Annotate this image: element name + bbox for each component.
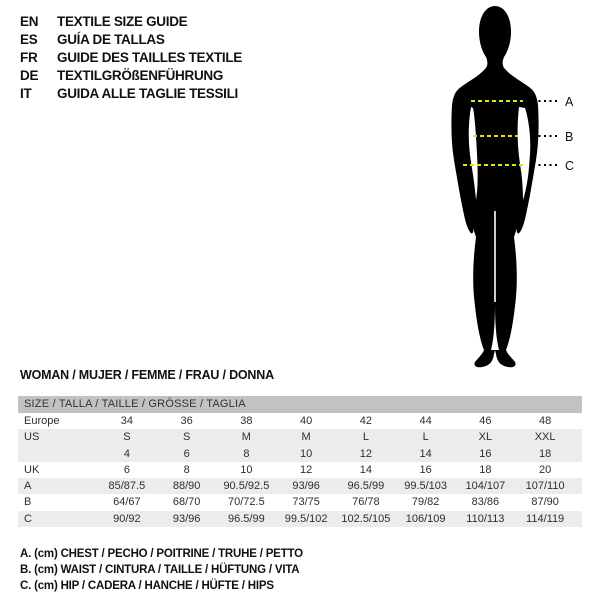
size-table-cell: 6 xyxy=(123,463,130,476)
size-table-row-label: UK xyxy=(24,463,40,476)
size-table-cell: 73/75 xyxy=(292,496,320,509)
size-table-cell: 102.5/105 xyxy=(341,512,391,525)
size-table-cell: 12 xyxy=(359,447,372,460)
size-table-row xyxy=(18,511,582,527)
size-table-row-label: C xyxy=(24,512,32,525)
size-table-cell: 36 xyxy=(180,415,193,427)
size-table-row xyxy=(18,478,582,494)
size-table-cell: 6 xyxy=(183,447,190,460)
size-table-row xyxy=(18,494,582,510)
size-table-cell: 12 xyxy=(300,463,313,476)
label-a: A xyxy=(565,95,574,109)
size-table-cell: 70/72.5 xyxy=(228,496,265,509)
size-table-cell: 96.5/99 xyxy=(228,512,265,525)
language-title: GUIDA ALLE TAGLIE TESSILI xyxy=(57,86,238,101)
size-table-cell: M xyxy=(241,431,251,444)
size-table-cell: 20 xyxy=(539,463,552,476)
legend-line: A. (cm) CHEST / PECHO / POITRINE / TRUHE / PETTO xyxy=(20,548,303,560)
size-table-body xyxy=(18,413,582,527)
size-table-row-label: Europe xyxy=(24,415,60,427)
size-table-cell: 14 xyxy=(419,447,432,460)
size-table-cell: 34 xyxy=(120,415,133,427)
language-title: TEXTILE SIZE GUIDE xyxy=(57,14,188,29)
size-table-cell: 88/90 xyxy=(172,480,201,493)
language-row xyxy=(20,67,242,85)
size-table-cell: 18 xyxy=(479,463,492,476)
size-table-cell: 8 xyxy=(243,447,250,460)
size-table-cell: 76/78 xyxy=(352,496,380,509)
size-table-header: SIZE / TALLA / TAILLE / GRÖSSE / TAGLIA xyxy=(18,396,582,413)
size-table-cell: 106/109 xyxy=(405,512,446,525)
size-table-cell: 90.5/92.5 xyxy=(223,480,270,493)
size-table-row xyxy=(18,446,582,462)
language-code: EN xyxy=(20,14,39,29)
language-code: FR xyxy=(20,50,38,65)
size-table-cell: 99.5/103 xyxy=(404,480,448,493)
size-table-cell: 104/107 xyxy=(465,480,506,493)
language-code: IT xyxy=(20,86,32,101)
size-table-cell: 46 xyxy=(479,415,492,427)
label-c: C xyxy=(565,159,575,173)
size-table-cell: 64/67 xyxy=(113,496,141,509)
size-table-row xyxy=(18,462,582,478)
size-table-row xyxy=(18,413,582,429)
size-table-cell: 83/86 xyxy=(471,496,500,509)
gender-heading: WOMAN / MUJER / FEMME / FRAU / DONNA xyxy=(20,368,274,382)
size-table-cell: 90/92 xyxy=(113,512,141,525)
size-table-row-label: B xyxy=(24,496,32,509)
size-table-row-label: A xyxy=(24,480,32,493)
size-table-cell: 4 xyxy=(123,447,130,460)
size-table-cell: 79/82 xyxy=(411,496,440,509)
size-table-cell: 16 xyxy=(479,447,492,460)
size-table-cell: 48 xyxy=(539,415,552,427)
size-table-row-label xyxy=(18,446,97,462)
size-table-cell: 85/87.5 xyxy=(108,480,146,493)
size-table-cell: 44 xyxy=(419,415,432,427)
woman-silhouette-figure xyxy=(425,4,580,374)
language-title: GUIDE DES TAILLES TEXTILE xyxy=(57,50,243,65)
size-table-cell: 18 xyxy=(539,447,552,460)
measurement-legend xyxy=(20,546,303,595)
size-table-cell: 38 xyxy=(240,415,253,427)
size-table-cell: XL xyxy=(478,431,493,444)
language-list xyxy=(20,13,242,103)
language-row xyxy=(20,85,242,103)
size-table-cell: 16 xyxy=(419,463,432,476)
size-table-cell: 10 xyxy=(300,447,313,460)
size-table-cell: 107/110 xyxy=(525,480,565,493)
label-b: B xyxy=(565,130,574,144)
size-table-cell: S xyxy=(123,431,131,444)
size-table-cell: 10 xyxy=(240,463,253,476)
size-table-cell: 110/113 xyxy=(466,512,505,525)
size-table-cell: 8 xyxy=(183,463,190,476)
language-row xyxy=(20,31,242,49)
size-table-cell: 14 xyxy=(359,463,372,476)
size-table-cell: 68/70 xyxy=(172,496,201,509)
size-table-cell: 93/96 xyxy=(292,480,320,493)
size-table-cell: 114/119 xyxy=(526,512,565,525)
size-table-cell: XXL xyxy=(534,431,556,444)
language-row xyxy=(20,49,242,67)
size-table-cell: 40 xyxy=(300,415,313,427)
size-table-cell: L xyxy=(422,431,429,444)
size-table-cell: 99.5/102 xyxy=(284,512,328,525)
language-title: TEXTILGRÖßENFÜHRUNG xyxy=(57,68,224,83)
legend-line: C. (cm) HIP / CADERA / HANCHE / HÜFTE / HIPS xyxy=(20,580,274,593)
size-table-cell: 96.5/99 xyxy=(347,480,385,493)
language-title: GUÍA DE TALLAS xyxy=(57,32,165,47)
size-table-row-label: US xyxy=(24,431,40,444)
size-table-cell: 42 xyxy=(359,415,372,427)
size-table-cell: 93/96 xyxy=(172,512,201,525)
size-table-cell: L xyxy=(362,431,369,444)
size-table xyxy=(18,396,582,527)
size-table-cell: M xyxy=(301,431,311,444)
language-code: ES xyxy=(20,32,38,47)
language-row xyxy=(20,13,242,31)
size-table-row xyxy=(18,429,582,445)
language-code: DE xyxy=(20,68,39,83)
legend-line: B. (cm) WAIST / CINTURA / TAILLE / HÜFTUNG / VITA xyxy=(20,564,300,577)
size-table-cell: S xyxy=(182,431,191,444)
size-table-cell: 87/90 xyxy=(531,496,559,509)
